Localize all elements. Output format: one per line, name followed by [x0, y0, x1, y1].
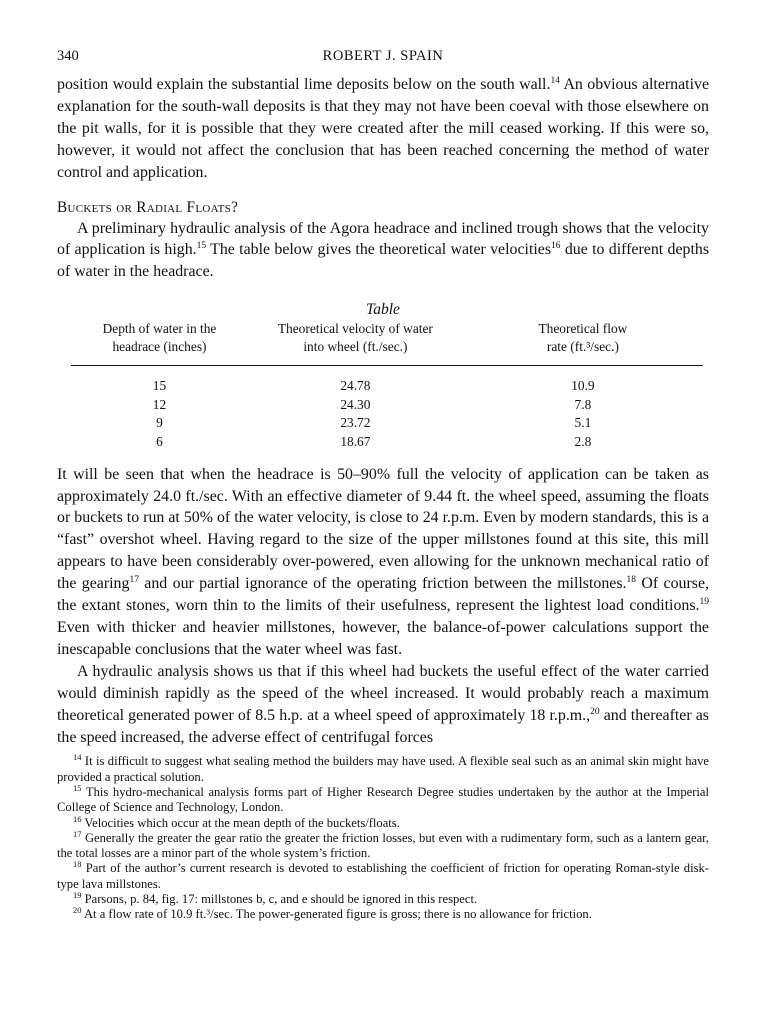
table-cell-velocity: 23.72 [340, 415, 371, 431]
paragraph-analysis: A preliminary hydraulic analysis of the Agora headrace and inclined trough shows that the velocity of application is high.$^{15}$ The table below gives the theoretical water velocities$^{16}$ due to different depths of water in the headrace. [57, 219, 710, 281]
table-cell-flow-rate: 2.8 [574, 434, 592, 450]
footnote-20: $^{20}$ At a flow rate of 10.9 ft.³/sec. The power-generated figure is gross; there is no allowance for friction. [73, 905, 592, 922]
table-cell-flow-rate: 7.8 [574, 396, 592, 412]
footnote-ref-16: 16 [551, 241, 561, 252]
paragraph-wheel-speed: It will be seen that when the headrace is 50–90% full the velocity of application can be taken as approximately 24.0 ft./sec. With an effective diameter of 9.44 ft. the wheel speed, assuming the floats or buckets to run at 50% of the water velocity, is close to 24 r.p.m. Even by modern standards, this is a “fast” overshot wheel. Having regard to the size of the upper millstones found at this site, this mill appears to have been considerably over-powered, even allowing for the unknown mechanical ratio of the gearing$^{17}$ and our partial ignorance of the operating friction between the millstones.$^{18}$ Of course, the extant stones, worn thin to the limits of their usefulness, represent the lightest load conditions.$^{19}$ Even with thicker and heavier millstones, however, the balance-of-power calculations support the inescapable conclusions that the water wheel was fast. [57, 465, 709, 658]
velocity-table-block [57, 300, 709, 451]
table-cell-flow-rate: 10.9 [571, 378, 595, 394]
table-title: Table [366, 301, 400, 319]
running-head: ROBERT J. SPAIN [322, 48, 444, 64]
footnote-18: $^{18}$ Part of the author’s current research is devoted to establishing the coefficient of friction for operating Roman-style disk-type lava millstones. [57, 859, 709, 891]
page-number: 340 [57, 48, 79, 64]
footnote-ref-15: 15 [196, 241, 207, 252]
table-row [71, 414, 703, 433]
table-row [71, 433, 703, 452]
footnote-ref-20: 20 [590, 706, 600, 717]
page [57, 48, 709, 923]
footnote-17: $^{17}$ Generally the greater the gear ratio the greater the friction losses, but even with a rudimentary form, such as a lantern gear, the total losses are a minor part of the whole system’s friction. [57, 828, 709, 861]
footnote-14: $^{14}$ It is difficult to suggest what sealing method the builders may have used. A flexible seal such as an animal skin might have provided a practical solution. [57, 752, 709, 784]
column-header-velocity: Theoretical velocity of water into wheel (ft./sec.) [248, 320, 463, 366]
page-header [57, 48, 709, 74]
velocity-table [71, 320, 703, 451]
column-header-depth: Depth of water in the headrace (inches) [71, 320, 248, 366]
footnote-19: $^{19}$ Parsons, p. 84, fig. 17: millstones b, c, and e should be ignored in this respect. [73, 890, 478, 907]
footnote-ref-17: 17 [129, 575, 139, 586]
paragraph-buckets: A hydraulic analysis shows us that if this wheel had buckets the useful effect of the water carried would diminish rapidly as the speed of the wheel increased. It would probably reach a maximum theoretical generated power of 8.5 h.p. at a wheel speed of approximately 18 r.p.m.,$^{20}$ and thereafter as the speed increased, the adverse effect of centrifugal forces [57, 662, 709, 746]
table-cell-flow-rate: 5.1 [574, 415, 592, 431]
table-row [71, 366, 703, 396]
footnotes [57, 754, 709, 922]
table-cell-depth: 9 [156, 415, 163, 431]
table-cell-velocity: 24.30 [340, 396, 371, 412]
table-cell-velocity: 18.67 [340, 434, 371, 450]
table-cell-depth: 12 [152, 396, 167, 412]
footnote-ref-18: 18 [626, 575, 637, 586]
column-header-flow-rate: Theoretical flow rate (ft.³/sec.) [463, 320, 703, 366]
table-cell-depth: 6 [156, 434, 163, 450]
table-cell-depth: 15 [152, 378, 167, 394]
footnote-ref-19: 19 [699, 597, 709, 608]
table-cell-velocity: 24.78 [340, 378, 371, 394]
paragraph-intro: position would explain the substantial lime deposits below on the south wall.$^{14}$ An obvious alternative explanation for the south-wall deposits is that they may not have been coeval with those elsewhere on the pit walls, for it is possible that they were created after the mill ceased working. If this were so, however, it would not affect the conclusion that has been reached concerning the method of water control and application. [57, 76, 709, 181]
table-header-row [71, 320, 703, 366]
footnote-15: $^{15}$ This hydro-mechanical analysis forms part of Higher Research Degree studies undertaken by the author at the Imperial College of Science and Technology, London. [57, 783, 709, 815]
footnote-16: $^{16}$ Velocities which occur at the mean depth of the buckets/floats. [73, 813, 400, 830]
table-row [71, 396, 703, 415]
section-heading: Buckets or Radial Floats? [57, 198, 239, 216]
footnote-ref-14: 14 [550, 76, 560, 86]
